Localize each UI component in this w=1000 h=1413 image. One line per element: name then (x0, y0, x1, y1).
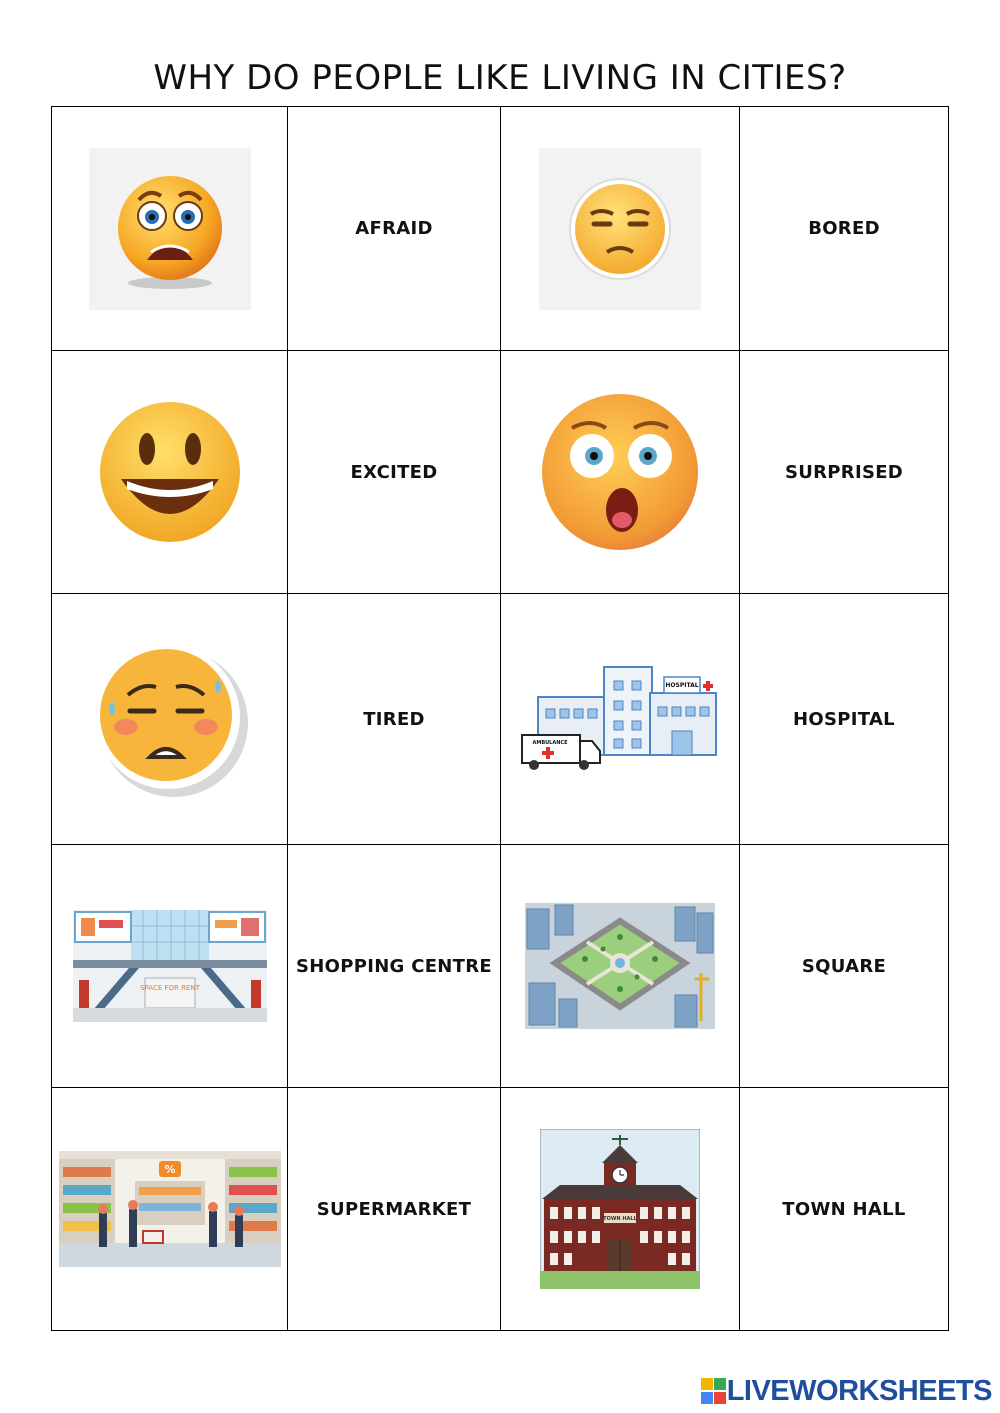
liveworksheets-logo (701, 1375, 992, 1408)
picture-cell (52, 1088, 288, 1331)
card-row (52, 845, 949, 1088)
svg-text:%: % (163, 1163, 176, 1176)
surprised-face-icon (540, 392, 700, 552)
card-row (52, 351, 949, 594)
word-label: TIRED (363, 708, 425, 730)
picture-cell (52, 845, 288, 1088)
liveworksheets-brand-text: LIVEWORKSHEETS (726, 1375, 992, 1407)
word-cell (740, 845, 949, 1088)
word-cell (740, 594, 949, 845)
tired-face-icon (90, 639, 250, 799)
word-cell (288, 594, 501, 845)
card-row (52, 1088, 949, 1331)
picture-cell (501, 351, 740, 594)
word-cell (740, 1088, 949, 1331)
city-square-icon (525, 903, 715, 1029)
shopping-centre-icon (73, 910, 267, 1022)
rent-sign: SPACE FOR RENT (139, 984, 200, 992)
supermarket-icon (59, 1151, 281, 1267)
picture-cell (52, 594, 288, 845)
word-label: TOWN HALL (782, 1198, 906, 1220)
page-title: WHY DO PEOPLE LIKE LIVING IN CITIES? (153, 58, 847, 98)
card-row (52, 107, 949, 351)
word-cell (740, 107, 949, 351)
word-label: EXCITED (350, 461, 438, 483)
picture-cell (52, 351, 288, 594)
word-label: BORED (808, 218, 880, 239)
liveworksheets-badge-icon (701, 1378, 727, 1406)
word-cell (288, 107, 501, 351)
vocabulary-card-grid (51, 106, 949, 1331)
picture-cell (501, 845, 740, 1088)
excited-face-icon (97, 399, 243, 545)
hospital-icon (520, 663, 720, 775)
word-label: HOSPITAL (793, 708, 895, 730)
card-row (52, 594, 949, 845)
afraid-face-icon (89, 148, 251, 310)
picture-cell (501, 107, 740, 351)
word-label: SHOPPING CENTRE (295, 955, 493, 977)
ambulance-sign: AMBULANCE (532, 740, 568, 746)
hospital-sign: HOSPITAL (665, 682, 699, 689)
word-label: AFRAID (355, 218, 433, 239)
word-label: SQUARE (801, 955, 887, 977)
word-cell (288, 351, 501, 594)
picture-cell (501, 594, 740, 845)
word-cell (288, 845, 501, 1088)
bored-face-icon (539, 148, 701, 310)
picture-cell (52, 107, 288, 351)
town-hall-icon (540, 1129, 700, 1289)
word-cell (740, 351, 949, 594)
picture-cell (501, 1088, 740, 1331)
word-label: SUPERMARKET (316, 1198, 472, 1220)
word-cell (288, 1088, 501, 1331)
town-hall-sign: TOWN HALL (603, 1216, 637, 1222)
word-label: SURPRISED (784, 461, 904, 483)
